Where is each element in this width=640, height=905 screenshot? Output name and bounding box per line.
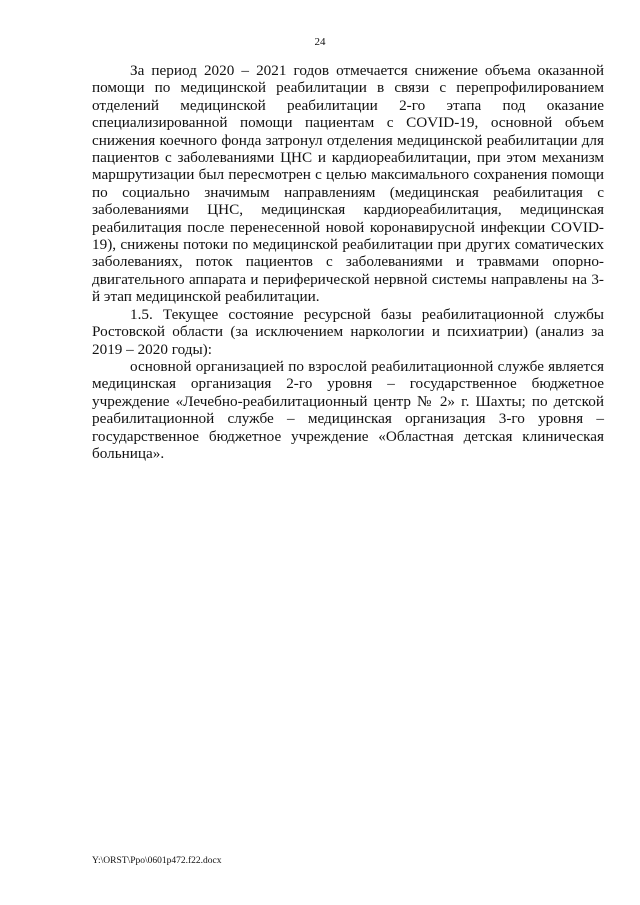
page-number: 24 <box>314 36 326 48</box>
paragraph-main-organizations: основной организацией по взрослой реабилитационной службе является медицинская организация 2-го уровня – государственное бюджетное учреждение «Лечебно-реабилитационный центр № 2» г. Шахты; по детской реабилитационной службе – медицинская организация 3-го уровня – государственное бюджетное учреждение «Областная детская клиническая больница». <box>92 357 604 462</box>
file-path-footer: Y:\ORST\Ppo\0601p472.f22.docx <box>92 856 222 866</box>
paragraph-rehab-volume: За период 2020 – 2021 годов отмечается снижение объема оказанной помощи по медицинской реабилитации в связи с перепрофилированием отделений медицинской реабилитации 2-го этапа под оказание специализированной помощи пациентам с COVID-19, основной объем снижения коечного фонда затронул отделения медицинской реабилитации для пациентов с заболеваниями ЦНС и кардиореабилитации, при этом механизм маршрутизации был пересмотрен с целью максимального сохранения помощи по социально значимым направлениям (медицинская реабилитация с заболеваниями ЦНС, медицинская кардиореабилитация, медицинская реабилитация после перенесенной новой коронавирусной инфекции COVID-19), снижены потоки по медицинской реабилитации при других соматических заболеваниях, поток пациентов с заболеваниями и травмами опорно-двигательного аппарата и периферической нервной системы направлены на 3-й этап медицинской реабилитации. <box>92 62 604 306</box>
paragraph-section-1-5: 1.5. Текущее состояние ресурсной базы реабилитационной службы Ростовской области (за исключением наркологии и психиатрии) (анализ за 2019 – 2020 годы): <box>92 305 604 358</box>
document-body <box>92 62 604 462</box>
